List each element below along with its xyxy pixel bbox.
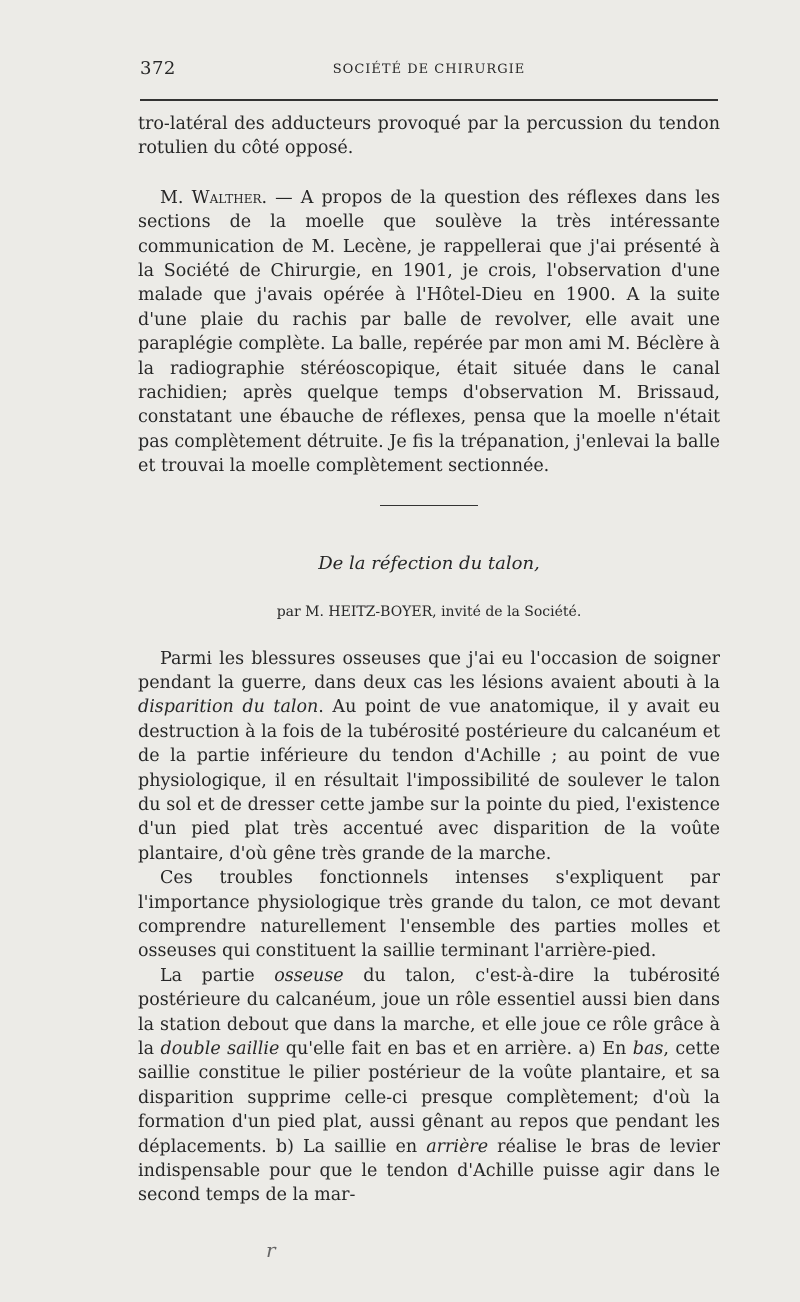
italic-phrase: bas — [632, 1039, 664, 1059]
section-divider — [380, 505, 478, 506]
page-number: 372 — [140, 58, 176, 79]
continuation-paragraph: tro-latéral des adducteurs provoqué par la percussion du tendon rotulien du côté opposé. — [138, 114, 720, 159]
paragraph-text: , cette saillie constitue le pilier postérieur de la voûte plantaire, et sa disparition supprime celle-ci presque complètement; d'où la formation d'un pied plat, aussi gênant au repos que pendant les déplacements. b) La saillie en — [138, 1039, 720, 1157]
footer-mark: r — [266, 1238, 276, 1262]
paragraph-text: du talon, c'est-à-dire la tubérosité postérieure du calcanéum, joue un rôle essentiel aussi bien dans la station debout que dans la marche, et elle joue ce rôle grâce à la — [138, 965, 720, 1059]
paragraph-text: réalise le bras de levier indispensable pour que le tendon d'Achille puisse agir dans le second temps de la mar- — [138, 1136, 720, 1206]
walther-paragraph — [138, 186, 720, 479]
italic-phrase: double saillie — [160, 1039, 280, 1059]
speaker-name: Walther — [191, 187, 262, 208]
article-title: De la réfection du talon, — [318, 552, 540, 574]
body-paragraph-3 — [138, 964, 720, 1208]
italic-phrase: osseuse — [274, 965, 344, 986]
article-byline: par M. HEITZ-BOYER, invité de la Société. — [276, 604, 582, 621]
paragraph-text: . Au point de vue anatomique, il y avait eu destruction à la fois de la tubérosité postérieure du calcanéum et de la partie inférieure du tendon d'Achille ; au point de vue physiologique, il en résultait l'impossibilité de soulever le talon du sol et de dresser cette jambe sur la pointe du pied, l'existence d'un pied plat très accentué avec disparition de la voûte plantaire, d'où gêne très grande de la marche. — [138, 697, 720, 864]
page-header — [140, 58, 718, 88]
italic-phrase: disparition du talon — [138, 697, 319, 718]
page-body — [138, 112, 720, 1208]
speaker-prefix: M. — [160, 187, 192, 208]
running-title: SOCIÉTÉ DE CHIRURGIE — [332, 62, 526, 77]
header-rule — [140, 99, 718, 101]
paragraph-text: Parmi les blessures osseuses que j'ai eu l'occasion de soigner pendant la guerre, dans deux cas les lésions avaient abouti à la — [138, 648, 720, 693]
walther-text: . — A propos de la question des réflexes dans les sections de la moelle que soulève la très intéressante communication de M. Lecène, je rappellerai que j'ai présenté à la Société de Chirurgie, en 1901, je crois, l'observation d'une malade que j'avais opérée à l'Hôtel-Dieu en 1900. A la suite d'une plaie du rachis par balle de revolver, elle avait une paraplégie complète. La balle, repérée par mon ami M. Béclère à la radiographie stéréoscopique, était située dans le canal rachidien; après quelque temps d'observation M. Brissaud, constatant une ébauche de réflexes, pensa que la moelle n'était pas complètement détruite. Je fis la trépanation, j'enlevai la balle et trouvai la moelle complètement sectionnée. — [138, 187, 721, 477]
body-paragraph-1 — [138, 647, 720, 867]
paragraph-text: qu'elle fait en bas et en arrière. a) En — [279, 1039, 633, 1059]
italic-phrase: arrière — [426, 1136, 489, 1157]
body-paragraph-2: Ces troubles fonctionnels intenses s'expliquent par l'importance physiologique très grande du talon, ce mot devant comprendre naturellement l'ensemble des parties molles et osseuses qui constituent la saillie terminant l'arrière-pied. — [138, 868, 720, 962]
paragraph-text: La partie — [160, 965, 275, 986]
